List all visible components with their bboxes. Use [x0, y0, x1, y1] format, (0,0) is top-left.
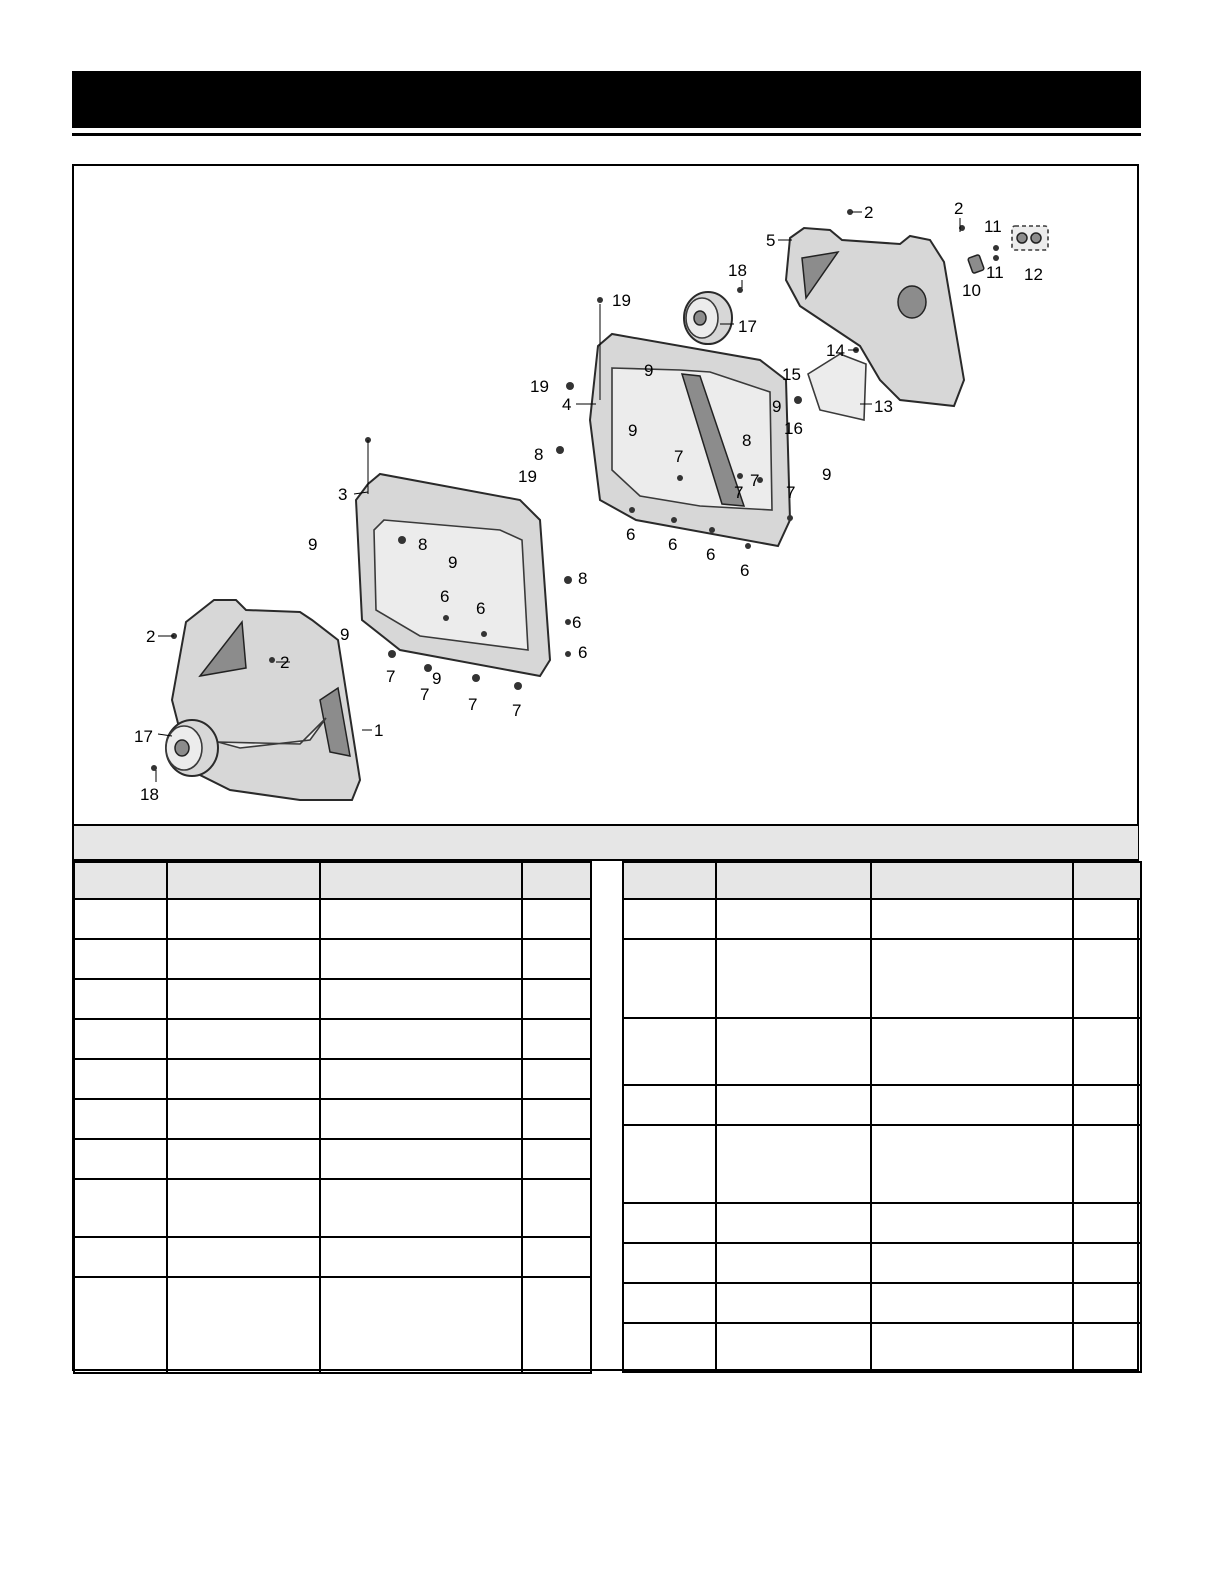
callout-9: 9 [340, 625, 350, 644]
callout-8: 8 [418, 535, 428, 554]
callout-12: 12 [1024, 265, 1043, 284]
wheel-front-part [166, 720, 218, 776]
parts-table-left [73, 861, 592, 1374]
callout-6: 6 [572, 613, 582, 632]
callout-7: 7 [734, 483, 744, 502]
table-row [74, 1277, 591, 1373]
table-header-row [74, 862, 591, 899]
table-row [74, 1099, 591, 1139]
callout-2: 2 [280, 653, 290, 672]
callout-10: 10 [962, 281, 981, 300]
callout-8: 8 [742, 431, 752, 450]
callout-7: 7 [786, 483, 796, 502]
callout-19: 19 [518, 467, 537, 486]
table-row [623, 939, 1141, 1018]
callout-14: 14 [826, 341, 845, 360]
parts-list-title-band [74, 824, 1138, 861]
callout-6: 6 [578, 643, 588, 662]
table-row [74, 979, 591, 1019]
table-row [74, 1059, 591, 1099]
callout-13: 13 [874, 397, 893, 416]
callout-9: 9 [628, 421, 638, 440]
callout-9: 9 [432, 669, 442, 688]
callout-17: 17 [738, 317, 757, 336]
callout-7: 7 [420, 685, 430, 704]
callout-19: 19 [612, 291, 631, 310]
callout-15: 15 [782, 365, 801, 384]
table-header-row [623, 862, 1141, 899]
callout-8: 8 [578, 569, 588, 588]
callout-6: 6 [626, 525, 636, 544]
callout-2: 2 [146, 627, 156, 646]
callout-9: 9 [822, 465, 832, 484]
callout-7: 7 [386, 667, 396, 686]
callout-6: 6 [740, 561, 750, 580]
table-row [623, 1085, 1141, 1125]
table-row [74, 1237, 591, 1277]
callout-7: 7 [512, 701, 522, 720]
table-row [623, 1125, 1141, 1203]
callout-4: 4 [562, 395, 572, 414]
callout-6: 6 [706, 545, 716, 564]
callout-9: 9 [644, 361, 654, 380]
callout-7: 7 [674, 447, 684, 466]
header-bar [72, 71, 1141, 128]
table-row [74, 899, 591, 939]
table-row [623, 1243, 1141, 1283]
callout-11: 11 [984, 217, 1002, 236]
table-row [74, 939, 591, 979]
table-row [623, 1323, 1141, 1372]
wheel-rear-part [684, 292, 732, 344]
callout-18: 18 [140, 785, 159, 804]
table-row [623, 1018, 1141, 1085]
callout-2: 2 [864, 203, 874, 222]
callout-17: 17 [134, 727, 153, 746]
callout-16: 16 [784, 419, 803, 438]
table-row [74, 1179, 591, 1237]
frame-panel-left-part [356, 474, 550, 676]
inner-frame-part [590, 334, 790, 546]
header-rule [72, 133, 1141, 136]
callout-3: 3 [338, 485, 348, 504]
callout-5: 5 [766, 231, 776, 250]
access-cover-part [808, 354, 866, 420]
callout-2: 2 [954, 199, 964, 218]
table-row [623, 1283, 1141, 1323]
exploded-parts-diagram [74, 166, 1137, 822]
callout-9: 9 [308, 535, 318, 554]
callout-8: 8 [534, 445, 544, 464]
callout-6: 6 [476, 599, 486, 618]
table-row [74, 1019, 591, 1059]
callout-7: 7 [750, 471, 760, 490]
callout-11: 11 [986, 263, 1004, 282]
callout-9: 9 [772, 397, 782, 416]
callout-6: 6 [440, 587, 450, 606]
table-row [623, 899, 1141, 939]
callout-7: 7 [468, 695, 478, 714]
parts-table-right [622, 861, 1142, 1373]
table-row [623, 1203, 1141, 1243]
callout-6: 6 [668, 535, 678, 554]
callout-9: 9 [448, 553, 458, 572]
callout-18: 18 [728, 261, 747, 280]
callout-19: 19 [530, 377, 549, 396]
table-row [74, 1139, 591, 1179]
callout-1: 1 [374, 721, 384, 740]
